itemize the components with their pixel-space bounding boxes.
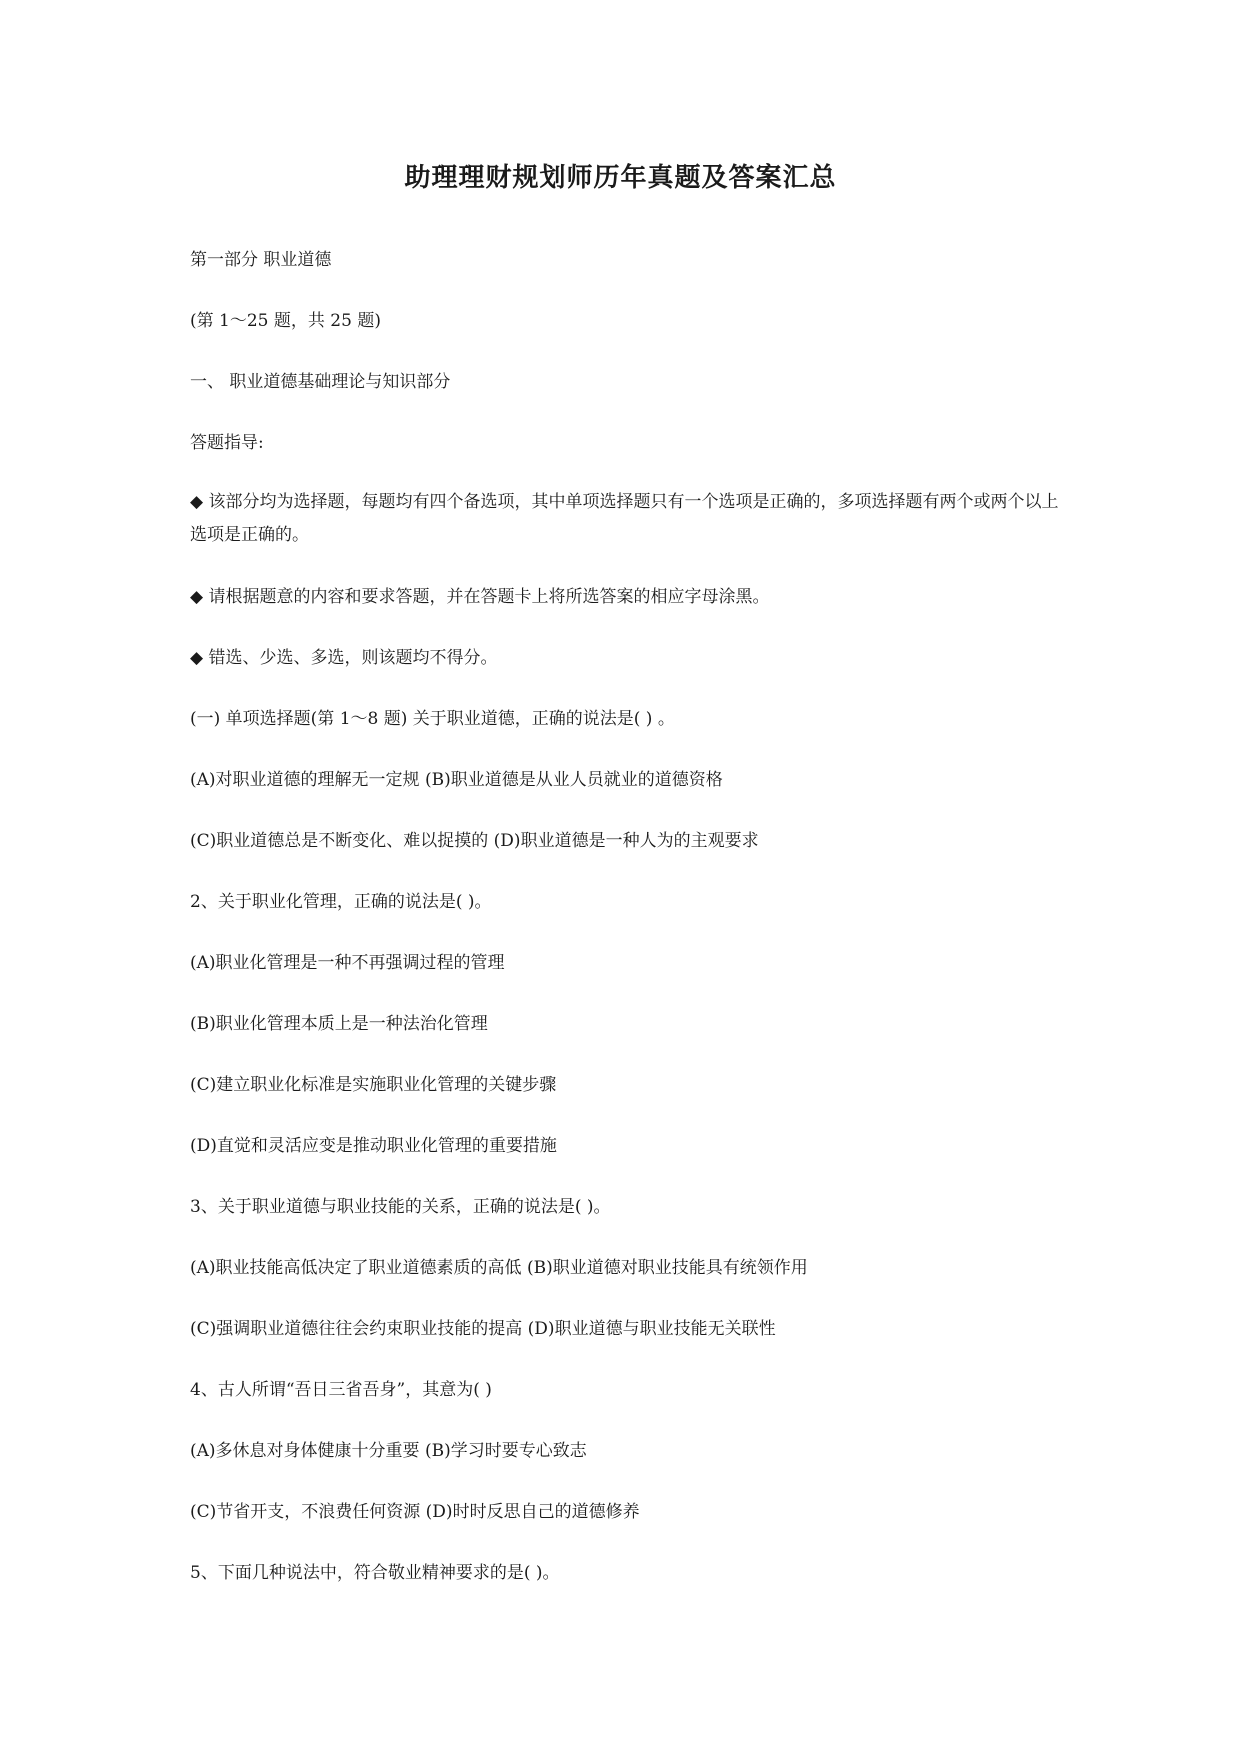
answer-option: (C)节省开支，不浪费任何资源 (D)时时反思自己的道德修养 [190, 1502, 640, 1522]
question-range: (第 1～25 题，共 25 题) [190, 311, 381, 331]
question-item: 2、关于职业化管理，正确的说法是( )。 [190, 892, 492, 912]
instruction-item: ◆ 请根据题意的内容和要求答题，并在答题卡上将所选答案的相应字母涂黑。 [190, 587, 770, 607]
answer-option: (C)建立职业化标准是实施职业化管理的关键步骤 [190, 1075, 557, 1095]
question-item: 5、下面几种说法中，符合敬业精神要求的是( )。 [190, 1563, 560, 1583]
answer-option: (A)对职业道德的理解无一定规 (B)职业道德是从业人员就业的道德资格 [190, 770, 723, 790]
answer-option: (C)职业道德总是不断变化、难以捉摸的 (D)职业道德是一种人为的主观要求 [190, 831, 759, 851]
subsection-heading: 一、 职业道德基础理论与知识部分 [190, 372, 451, 392]
instruction-item: ◆ 该部分均为选择题，每题均有四个备选项，其中单项选择题只有一个选项是正确的，多项选择题有两个或两个以上选项是正确的。 [190, 492, 1059, 545]
question-item: 3、关于职业道德与职业技能的关系，正确的说法是( )。 [190, 1197, 611, 1217]
answer-option: (C)强调职业道德往往会约束职业技能的提高 (D)职业道德与职业技能无关联性 [190, 1319, 776, 1339]
answer-option: (A)职业技能高低决定了职业道德素质的高低 (B)职业道德对职业技能具有统领作用 [190, 1258, 808, 1278]
question-item: 4、古人所谓“吾日三省吾身”，其意为( ) [190, 1380, 492, 1400]
document-title: 助理理财规划师历年真题及答案汇总 [404, 163, 837, 193]
answer-option: (D)直觉和灵活应变是推动职业化管理的重要措施 [190, 1136, 557, 1156]
answer-option: (A)多休息对身体健康十分重要 (B)学习时要专心致志 [190, 1441, 587, 1461]
question-item: (一) 单项选择题(第 1～8 题) 关于职业道德，正确的说法是( ) 。 [190, 709, 675, 729]
answer-option: (B)职业化管理本质上是一种法治化管理 [190, 1014, 488, 1034]
instruction-item: ◆ 错选、少选、多选，则该题均不得分。 [190, 648, 498, 668]
answer-option: (A)职业化管理是一种不再强调过程的管理 [190, 953, 505, 973]
instructions-label: 答题指导: [190, 433, 264, 453]
section-heading: 第一部分 职业道德 [190, 250, 332, 270]
